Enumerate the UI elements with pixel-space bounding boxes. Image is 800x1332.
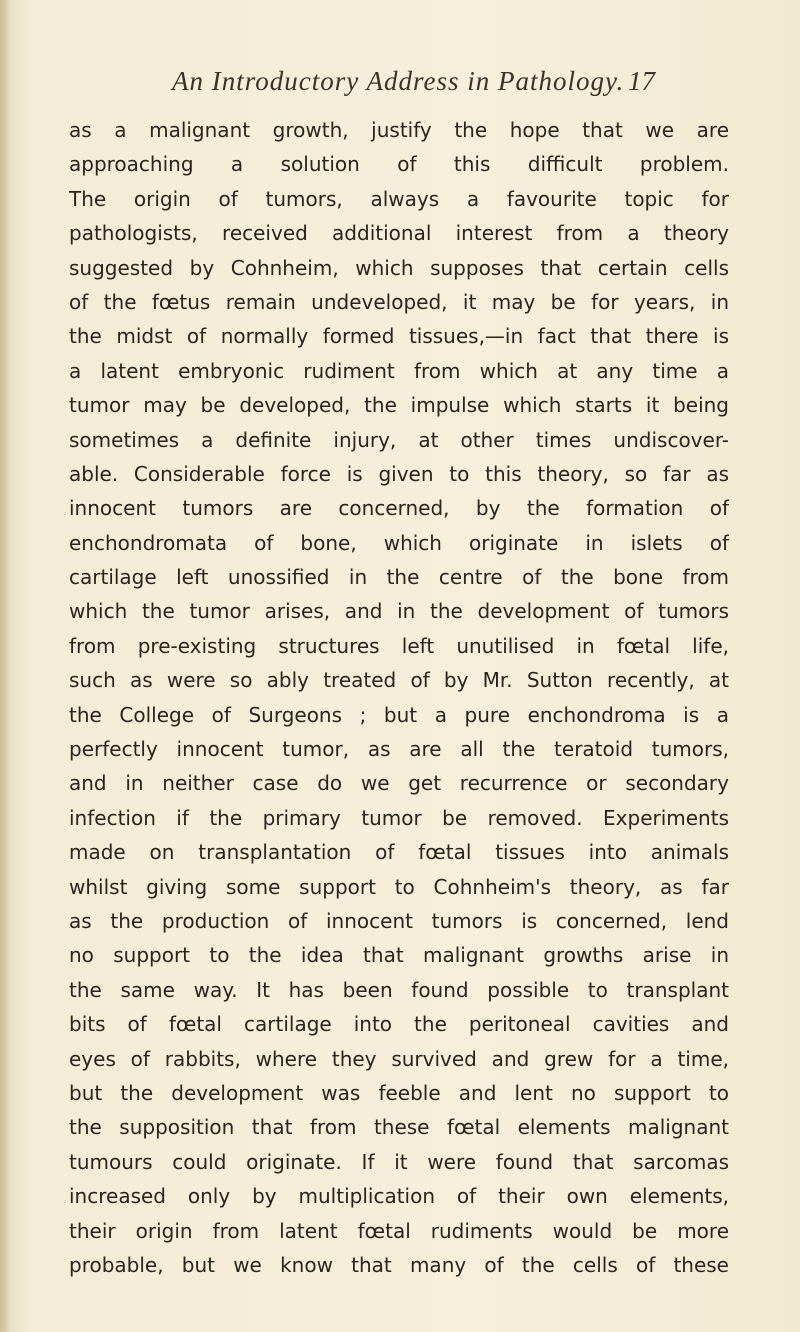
text-line: tumours could originate. If it were found that sarcomas — [69, 1149, 729, 1174]
text-line: the midst of normally formed tissues,—in fact that there is — [69, 324, 729, 349]
page-number: 17 — [628, 66, 655, 96]
text-line: their origin from latent fœtal rudiments would be more — [69, 1218, 729, 1243]
text-line: increased only by multiplication of their own elements, — [69, 1184, 729, 1209]
text-line: the College of Surgeons ; but a pure enchondroma is a — [69, 702, 729, 727]
text-line: The origin of tumors, always a favourite topic for — [69, 186, 729, 211]
text-line: which the tumor arises, and in the development of tumors — [69, 599, 729, 624]
text-line: cartilage left unossified in the centre of the bone from — [69, 565, 729, 590]
body-text — [69, 113, 729, 1282]
text-line: sometimes a definite injury, at other times undiscover- — [69, 427, 729, 452]
text-line: infection if the primary tumor be removed. Experiments — [69, 805, 729, 830]
text-line: approaching a solution of this difficult problem. — [69, 152, 729, 177]
text-line: the same way. It has been found possible to transplant — [69, 977, 729, 1002]
text-line: the supposition that from these fœtal elements malignant — [69, 1115, 729, 1140]
text-line: perfectly innocent tumor, as are all the teratoid tumors, — [69, 737, 729, 762]
text-line: whilst giving some support to Cohnheim's theory, as far — [69, 874, 729, 899]
spine-shadow — [0, 0, 10, 1332]
text-line: made on transplantation of fœtal tissues into animals — [69, 840, 729, 865]
text-line: suggested by Cohnheim, which supposes that certain cells — [69, 255, 729, 280]
text-line: and in neither case do we get recurrence or secondary — [69, 771, 729, 796]
text-line: such as were so ably treated of by Mr. Sutton recently, at — [69, 668, 729, 693]
text-line: eyes of rabbits, where they survived and grew for a time, — [69, 1046, 729, 1071]
text-line: as a malignant growth, justify the hope that we are — [69, 118, 729, 142]
running-header — [0, 66, 800, 106]
text-line: of the fœtus remain undeveloped, it may be for years, in — [69, 289, 729, 314]
text-line: able. Considerable force is given to this theory, so far as — [69, 461, 729, 486]
text-line: innocent tumors are concerned, by the formation of — [69, 496, 729, 521]
running-title: An Introductory Address in Pathology. — [172, 66, 625, 96]
text-line: but the development was feeble and lent no support to — [69, 1080, 729, 1105]
text-line: pathologists, received additional interest from a theory — [69, 221, 729, 246]
text-line: enchondromata of bone, which originate in islets of — [69, 530, 729, 555]
text-line: tumor may be developed, the impulse which starts it being — [69, 393, 729, 418]
text-line: no support to the idea that malignant growths arise in — [69, 943, 729, 968]
text-line: a latent embryonic rudiment from which at any time a — [69, 358, 729, 383]
text-line: as the production of innocent tumors is concerned, lend — [69, 908, 729, 933]
text-line: bits of fœtal cartilage into the peritoneal cavities and — [69, 1012, 729, 1037]
text-line: from pre-existing structures left unutilised in fœtal life, — [69, 633, 729, 658]
text-line: probable, but we know that many of the cells of these — [69, 1252, 729, 1277]
